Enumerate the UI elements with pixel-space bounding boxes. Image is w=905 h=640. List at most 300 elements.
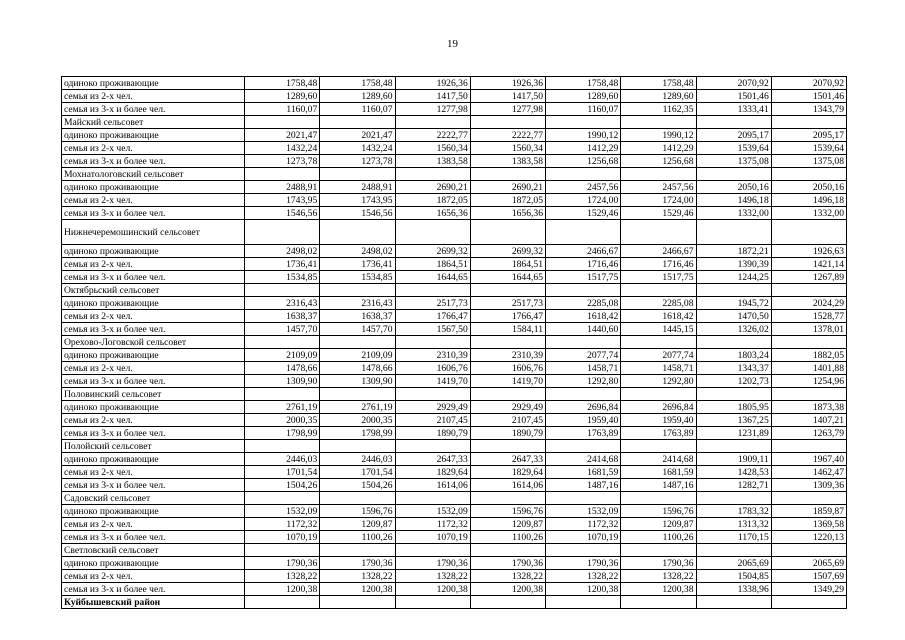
empty-cell: [395, 336, 470, 349]
value-cell: 2021,47: [245, 129, 320, 142]
table-row: [62, 518, 847, 531]
empty-cell: [696, 544, 771, 557]
value-cell: 1209,87: [320, 518, 395, 531]
section-header-row: [62, 544, 847, 557]
value-cell: 1546,56: [320, 207, 395, 220]
value-cell: 1328,22: [470, 570, 545, 583]
value-cell: 1160,07: [546, 103, 621, 116]
table-row: [62, 349, 847, 362]
section-header-row: [62, 220, 847, 245]
value-cell: 1798,99: [245, 427, 320, 440]
value-cell: 2050,16: [771, 181, 846, 194]
section-title: Нижнечеремошинский сельсовет: [62, 220, 245, 245]
table-row: [62, 505, 847, 518]
value-cell: 1882,05: [771, 349, 846, 362]
value-cell: 1967,40: [771, 453, 846, 466]
empty-cell: [546, 116, 621, 129]
value-cell: 1478,66: [245, 362, 320, 375]
value-cell: 2498,02: [320, 245, 395, 258]
value-cell: 2070,92: [696, 77, 771, 90]
value-cell: 1596,76: [320, 505, 395, 518]
value-cell: 1829,64: [395, 466, 470, 479]
value-cell: 2699,32: [395, 245, 470, 258]
empty-cell: [395, 168, 470, 181]
table-row: [62, 271, 847, 284]
empty-cell: [696, 336, 771, 349]
value-cell: 1375,08: [771, 155, 846, 168]
section-header-row: [62, 336, 847, 349]
row-label: семья из 2-х чел.: [62, 414, 245, 427]
value-cell: 1534,85: [245, 271, 320, 284]
value-cell: 1332,00: [771, 207, 846, 220]
table-row: [62, 323, 847, 336]
value-cell: 1457,70: [245, 323, 320, 336]
section-header-row: [62, 388, 847, 401]
value-cell: 1401,88: [771, 362, 846, 375]
empty-cell: [320, 116, 395, 129]
empty-cell: [245, 168, 320, 181]
empty-cell: [621, 492, 696, 505]
value-cell: 2000,35: [245, 414, 320, 427]
empty-cell: [546, 596, 621, 609]
value-cell: 2488,91: [245, 181, 320, 194]
value-cell: 1231,89: [696, 427, 771, 440]
empty-cell: [696, 492, 771, 505]
value-cell: 1864,51: [395, 258, 470, 271]
empty-cell: [470, 284, 545, 297]
empty-cell: [320, 596, 395, 609]
empty-cell: [621, 284, 696, 297]
row-label: одиноко проживающие: [62, 505, 245, 518]
value-cell: 1289,60: [245, 90, 320, 103]
value-cell: 1428,53: [696, 466, 771, 479]
value-cell: 2446,03: [245, 453, 320, 466]
value-cell: 1909,11: [696, 453, 771, 466]
empty-cell: [245, 440, 320, 453]
value-cell: 1277,98: [395, 103, 470, 116]
empty-cell: [696, 220, 771, 245]
empty-cell: [696, 440, 771, 453]
section-title: Мохнатологовский сельсовет: [62, 168, 245, 181]
row-label: семья из 2-х чел.: [62, 362, 245, 375]
value-cell: 1990,12: [546, 129, 621, 142]
value-cell: 1200,38: [470, 583, 545, 596]
value-cell: 2095,17: [771, 129, 846, 142]
value-cell: 2109,09: [245, 349, 320, 362]
value-cell: 1716,46: [546, 258, 621, 271]
value-cell: 1256,68: [621, 155, 696, 168]
value-cell: 1829,64: [470, 466, 545, 479]
value-cell: 2466,67: [621, 245, 696, 258]
value-cell: 2761,19: [320, 401, 395, 414]
empty-cell: [470, 440, 545, 453]
value-cell: 1528,77: [771, 310, 846, 323]
value-cell: 1504,26: [320, 479, 395, 492]
value-cell: 1496,18: [696, 194, 771, 207]
value-cell: 1458,71: [621, 362, 696, 375]
value-cell: 2070,92: [771, 77, 846, 90]
value-cell: 1289,60: [546, 90, 621, 103]
table-row: [62, 479, 847, 492]
table-row: [62, 427, 847, 440]
value-cell: 1736,41: [320, 258, 395, 271]
value-cell: 1432,24: [320, 142, 395, 155]
row-label: одиноко проживающие: [62, 297, 245, 310]
value-cell: 1417,50: [470, 90, 545, 103]
row-label: одиноко проживающие: [62, 401, 245, 414]
value-cell: 1890,79: [395, 427, 470, 440]
empty-cell: [245, 544, 320, 557]
value-cell: 1432,24: [245, 142, 320, 155]
table-row: [62, 401, 847, 414]
value-cell: 1926,36: [470, 77, 545, 90]
value-cell: 1656,36: [470, 207, 545, 220]
value-cell: 1170,15: [696, 531, 771, 544]
value-cell: 1873,38: [771, 401, 846, 414]
row-label: семья из 3-х и более чел.: [62, 271, 245, 284]
empty-cell: [320, 440, 395, 453]
value-cell: 1606,76: [395, 362, 470, 375]
value-cell: 1701,54: [245, 466, 320, 479]
value-cell: 1282,71: [696, 479, 771, 492]
value-cell: 1417,50: [395, 90, 470, 103]
empty-cell: [245, 336, 320, 349]
value-cell: 1517,75: [621, 271, 696, 284]
value-cell: 1716,46: [621, 258, 696, 271]
empty-cell: [771, 388, 846, 401]
empty-cell: [320, 388, 395, 401]
table-row: [62, 557, 847, 570]
value-cell: 1790,36: [621, 557, 696, 570]
empty-cell: [395, 544, 470, 557]
empty-cell: [621, 336, 696, 349]
section-title: Садовский сельсовет: [62, 492, 245, 505]
value-cell: 1539,64: [696, 142, 771, 155]
empty-cell: [771, 440, 846, 453]
value-cell: 1501,46: [696, 90, 771, 103]
value-cell: 1529,46: [546, 207, 621, 220]
value-cell: 1383,58: [470, 155, 545, 168]
value-cell: 1458,71: [546, 362, 621, 375]
value-cell: 1763,89: [621, 427, 696, 440]
row-label: семья из 3-х и более чел.: [62, 427, 245, 440]
value-cell: 1724,00: [621, 194, 696, 207]
empty-cell: [320, 544, 395, 557]
value-cell: 1959,40: [546, 414, 621, 427]
value-cell: 2446,03: [320, 453, 395, 466]
value-cell: 1790,36: [470, 557, 545, 570]
value-cell: 2222,77: [395, 129, 470, 142]
section-header-row: [62, 440, 847, 453]
value-cell: 1701,54: [320, 466, 395, 479]
value-cell: 2024,29: [771, 297, 846, 310]
empty-cell: [395, 388, 470, 401]
empty-cell: [320, 220, 395, 245]
value-cell: 1160,07: [245, 103, 320, 116]
empty-cell: [621, 116, 696, 129]
value-cell: 2457,56: [621, 181, 696, 194]
value-cell: 1507,69: [771, 570, 846, 583]
row-label: семья из 3-х и более чел.: [62, 375, 245, 388]
value-cell: 1209,87: [621, 518, 696, 531]
value-cell: 1263,79: [771, 427, 846, 440]
value-cell: 1532,09: [245, 505, 320, 518]
empty-cell: [621, 220, 696, 245]
value-cell: 1487,16: [546, 479, 621, 492]
table-row: [62, 362, 847, 375]
value-cell: 2696,84: [621, 401, 696, 414]
value-cell: 1412,29: [621, 142, 696, 155]
section-title: Светловский сельсовет: [62, 544, 245, 557]
value-cell: 1529,46: [621, 207, 696, 220]
value-cell: 1421,14: [771, 258, 846, 271]
value-cell: 2929,49: [395, 401, 470, 414]
empty-cell: [320, 284, 395, 297]
empty-cell: [320, 168, 395, 181]
value-cell: 1328,22: [546, 570, 621, 583]
table-row: [62, 414, 847, 427]
value-cell: 1926,36: [395, 77, 470, 90]
table-row: [62, 77, 847, 90]
value-cell: 2690,21: [395, 181, 470, 194]
value-cell: 2414,68: [546, 453, 621, 466]
value-cell: 1338,96: [696, 583, 771, 596]
value-cell: 1872,21: [696, 245, 771, 258]
value-cell: 1462,47: [771, 466, 846, 479]
empty-cell: [395, 440, 470, 453]
table-row: [62, 297, 847, 310]
value-cell: 1332,00: [696, 207, 771, 220]
value-cell: 1504,26: [245, 479, 320, 492]
value-cell: 2466,67: [546, 245, 621, 258]
tariff-table: [61, 76, 847, 609]
value-cell: 2077,74: [546, 349, 621, 362]
section-title: Полойский сельсовет: [62, 440, 245, 453]
value-cell: 2310,39: [395, 349, 470, 362]
value-cell: 1798,99: [320, 427, 395, 440]
value-cell: 1539,64: [771, 142, 846, 155]
value-cell: 1766,47: [470, 310, 545, 323]
empty-cell: [696, 116, 771, 129]
table-row: [62, 531, 847, 544]
value-cell: 2517,73: [395, 297, 470, 310]
value-cell: 1790,36: [395, 557, 470, 570]
value-cell: 2457,56: [546, 181, 621, 194]
row-label: семья из 3-х и более чел.: [62, 531, 245, 544]
empty-cell: [470, 492, 545, 505]
value-cell: 1478,66: [320, 362, 395, 375]
empty-cell: [245, 284, 320, 297]
value-cell: 1309,36: [771, 479, 846, 492]
value-cell: 1100,26: [621, 531, 696, 544]
value-cell: 1724,00: [546, 194, 621, 207]
value-cell: 2929,49: [470, 401, 545, 414]
value-cell: 1292,80: [621, 375, 696, 388]
value-cell: 2077,74: [621, 349, 696, 362]
row-label: одиноко проживающие: [62, 129, 245, 142]
value-cell: 1644,65: [395, 271, 470, 284]
value-cell: 2488,91: [320, 181, 395, 194]
empty-cell: [395, 596, 470, 609]
value-cell: 1618,42: [621, 310, 696, 323]
value-cell: 1328,22: [320, 570, 395, 583]
value-cell: 1277,98: [470, 103, 545, 116]
table-row: [62, 194, 847, 207]
row-label: семья из 3-х и более чел.: [62, 155, 245, 168]
value-cell: 1990,12: [621, 129, 696, 142]
value-cell: 2316,43: [245, 297, 320, 310]
value-cell: 1487,16: [621, 479, 696, 492]
value-cell: 1743,95: [320, 194, 395, 207]
value-cell: 2647,33: [470, 453, 545, 466]
empty-cell: [546, 284, 621, 297]
value-cell: 1172,32: [546, 518, 621, 531]
value-cell: 1349,29: [771, 583, 846, 596]
value-cell: 1267,89: [771, 271, 846, 284]
value-cell: 2316,43: [320, 297, 395, 310]
value-cell: 1783,32: [696, 505, 771, 518]
row-label: одиноко проживающие: [62, 557, 245, 570]
section-header-row: [62, 492, 847, 505]
empty-cell: [696, 388, 771, 401]
empty-cell: [621, 440, 696, 453]
value-cell: 1292,80: [546, 375, 621, 388]
empty-cell: [395, 116, 470, 129]
section-header-row: [62, 168, 847, 181]
value-cell: 2109,09: [320, 349, 395, 362]
empty-cell: [771, 116, 846, 129]
empty-cell: [771, 596, 846, 609]
value-cell: 1328,22: [245, 570, 320, 583]
value-cell: 1681,59: [621, 466, 696, 479]
empty-cell: [546, 388, 621, 401]
empty-cell: [771, 544, 846, 557]
value-cell: 1560,34: [395, 142, 470, 155]
section-title: Половинский сельсовет: [62, 388, 245, 401]
empty-cell: [546, 220, 621, 245]
value-cell: 1200,38: [395, 583, 470, 596]
value-cell: 1584,11: [470, 323, 545, 336]
value-cell: 1606,76: [470, 362, 545, 375]
value-cell: 1100,26: [470, 531, 545, 544]
value-cell: 1805,95: [696, 401, 771, 414]
table-row: [62, 375, 847, 388]
empty-cell: [621, 168, 696, 181]
value-cell: 1100,26: [320, 531, 395, 544]
value-cell: 1656,36: [395, 207, 470, 220]
empty-cell: [245, 116, 320, 129]
table-row: [62, 258, 847, 271]
value-cell: 1172,32: [395, 518, 470, 531]
page-number: 19: [447, 38, 458, 50]
table-row: [62, 310, 847, 323]
value-cell: 1070,19: [546, 531, 621, 544]
empty-cell: [470, 116, 545, 129]
row-label: семья из 3-х и более чел.: [62, 479, 245, 492]
value-cell: 1289,60: [621, 90, 696, 103]
section-header-row: [62, 116, 847, 129]
table-row: [62, 245, 847, 258]
empty-cell: [546, 492, 621, 505]
row-label: семья из 2-х чел.: [62, 90, 245, 103]
table-row: [62, 129, 847, 142]
value-cell: 1200,38: [320, 583, 395, 596]
empty-cell: [320, 336, 395, 349]
value-cell: 1289,60: [320, 90, 395, 103]
value-cell: 2310,39: [470, 349, 545, 362]
value-cell: 2065,69: [771, 557, 846, 570]
value-cell: 1638,37: [320, 310, 395, 323]
empty-cell: [470, 336, 545, 349]
value-cell: 2050,16: [696, 181, 771, 194]
value-cell: 1412,29: [546, 142, 621, 155]
value-cell: 1419,70: [470, 375, 545, 388]
row-label: одиноко проживающие: [62, 181, 245, 194]
empty-cell: [470, 220, 545, 245]
value-cell: 1070,19: [395, 531, 470, 544]
value-cell: 1328,22: [395, 570, 470, 583]
value-cell: 1343,79: [771, 103, 846, 116]
value-cell: 1220,13: [771, 531, 846, 544]
empty-cell: [696, 596, 771, 609]
value-cell: 1256,68: [546, 155, 621, 168]
value-cell: 2107,45: [470, 414, 545, 427]
table-row: [62, 466, 847, 479]
value-cell: 1407,21: [771, 414, 846, 427]
value-cell: 1790,36: [245, 557, 320, 570]
value-cell: 1200,38: [245, 583, 320, 596]
value-cell: 1209,87: [470, 518, 545, 531]
value-cell: 1160,07: [320, 103, 395, 116]
value-cell: 1790,36: [320, 557, 395, 570]
value-cell: 1758,48: [546, 77, 621, 90]
value-cell: 1375,08: [696, 155, 771, 168]
row-label: семья из 2-х чел.: [62, 466, 245, 479]
value-cell: 1313,32: [696, 518, 771, 531]
value-cell: 2107,45: [395, 414, 470, 427]
empty-cell: [546, 544, 621, 557]
section-header-row: [62, 284, 847, 297]
value-cell: 2222,77: [470, 129, 545, 142]
value-cell: 1200,38: [546, 583, 621, 596]
table-body: [62, 77, 847, 609]
value-cell: 1618,42: [546, 310, 621, 323]
row-label: семья из 3-х и более чел.: [62, 583, 245, 596]
value-cell: 1457,70: [320, 323, 395, 336]
row-label: семья из 2-х чел.: [62, 258, 245, 271]
value-cell: 1532,09: [546, 505, 621, 518]
value-cell: 1567,50: [395, 323, 470, 336]
value-cell: 2647,33: [395, 453, 470, 466]
row-label: семья из 3-х и более чел.: [62, 103, 245, 116]
empty-cell: [771, 284, 846, 297]
value-cell: 2095,17: [696, 129, 771, 142]
empty-cell: [470, 388, 545, 401]
section-title: Майский сельсовет: [62, 116, 245, 129]
value-cell: 1378,01: [771, 323, 846, 336]
empty-cell: [696, 284, 771, 297]
value-cell: 1445,15: [621, 323, 696, 336]
value-cell: 1743,95: [245, 194, 320, 207]
value-cell: 2498,02: [245, 245, 320, 258]
empty-cell: [621, 544, 696, 557]
value-cell: 1309,90: [320, 375, 395, 388]
value-cell: 1859,87: [771, 505, 846, 518]
empty-cell: [771, 168, 846, 181]
district-title: Куйбышевский район: [62, 596, 245, 609]
value-cell: 1244,25: [696, 271, 771, 284]
row-label: семья из 2-х чел.: [62, 310, 245, 323]
